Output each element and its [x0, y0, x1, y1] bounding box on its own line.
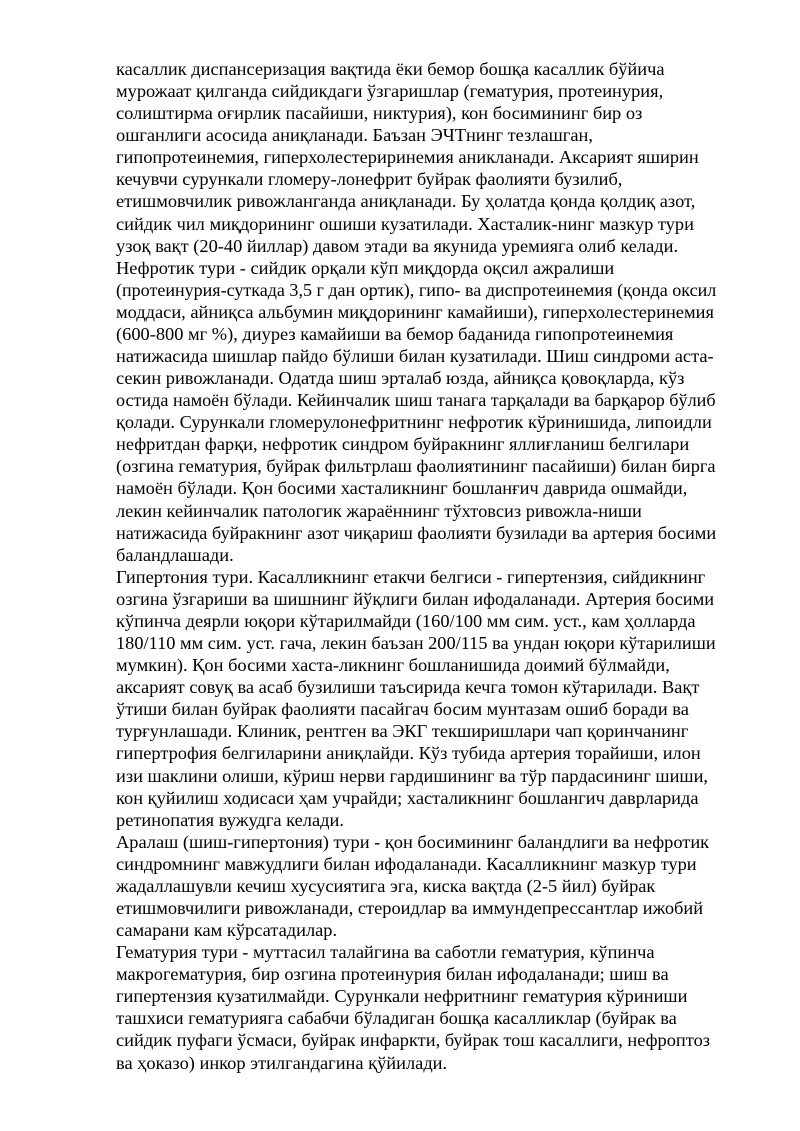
- text-line: лекин кейинчалик патологик жараённинг тўхтовсиз ривожла-ниши: [116, 500, 642, 521]
- document-page: [116, 58, 716, 1074]
- text-line: жадаллашувли кечиш хусусиятига эга, киска вақтда (2-5 йил) буйрак: [116, 875, 656, 896]
- text-line: ретинопатия вужудга келади.: [116, 809, 344, 830]
- text-line: баландлашади.: [116, 544, 234, 565]
- text-line: сийдик пуфаги ўсмаси, буйрак инфаркти, буйрак тош касаллиги, нефроптоз: [116, 1030, 711, 1051]
- text-line: Гипертония тури. Касалликнинг етакчи белгиси - гипертензия, сийдикнинг: [116, 566, 706, 587]
- text-line: натижасида буйракнинг азот чиқариш фаолияти бузилади ва артерия босими: [116, 522, 717, 543]
- text-line: остида намоён бўлади. Кейинчалик шиш танага тарқалади ва барқарор бўлиб: [116, 390, 716, 411]
- text-line: намоён бўлади. Қон босими хасталикнинг бошланғич даврида ошмайди,: [116, 478, 688, 499]
- text-line: турғунлашади. Клиник, рентген ва ЭКГ текширишлари чап қоринчанинг: [116, 721, 689, 742]
- text-line: ўтиши билан буйрак фаолияти пасайгач босим мунтазам ошиб боради ва: [116, 699, 689, 720]
- text-line: етишмовчилиги ривожланади, стероидлар ва иммундепрессантлар ижобий: [116, 897, 704, 918]
- text-line: етишмовчилик ривожланганда аниқланади. Бу ҳолатда қонда қолдиқ азот,: [116, 191, 696, 212]
- text-line: касаллик диспансеризация вақтида ёки бемор бошқа касаллик бўйича: [116, 59, 665, 79]
- text-line: кечувчи сурункали гломеру-лонефрит буйрак фаолияти бузилиб,: [116, 169, 623, 190]
- text-line: (озгина гематурия, буйрак фильтрлаш фаолиятининг пасайиши) билан бирга: [116, 456, 716, 477]
- text-line: (протеинурия-суткада 3,5 г дан ортик), гипо- ва диспротеинемия (қонда оксил: [116, 279, 717, 300]
- text-line: 180/110 мм сим. уст. гача, лекин баъзан 200/115 ва ундан юқори кўтарилиши: [116, 633, 716, 654]
- text-line: мурожаат қилганда сийдикдаги ўзгаришлар (гематурия, протеинурия,: [116, 81, 664, 102]
- text-line: қолади. Сурункали гломерулонефритнинг нефротик кўринишида, липоидли: [116, 412, 712, 433]
- text-line: гипертензия кузатилмайди. Сурункали нефритнинг гематурия кўриниши: [116, 986, 688, 1007]
- text-line: натижасида шишлар пайдо бўлиши билан кузатилади. Шиш синдроми аста-: [116, 346, 714, 367]
- text-line: Нефротик тури - сийдик орқали кўп миқдорда оқсил ажралиши: [116, 257, 615, 278]
- text-line: Гематурия тури - муттасил талайгина ва саботли гематурия, кўпинча: [116, 942, 655, 963]
- text-line: секин ривожланади. Одатда шиш эрталаб юзда, айниқса қовоқларда, кўз: [116, 368, 685, 389]
- text-line: моддаси, айниқса альбумин миқдорининг камайиши), гиперхолестеринемия: [116, 301, 714, 322]
- text-line: гипопротеинемия, гиперхолестериринемия аникланади. Аксарият яширин: [116, 147, 699, 168]
- text-line: нефритдан фарқи, нефротик синдром буйракнинг яллиғланиш белгилари: [116, 434, 690, 455]
- text-line: изи шаклини олиши, кўриш нерви гардишининг ва тўр пардасининг шиши,: [116, 765, 709, 786]
- text-line: синдромнинг мавжудлиги билан ифодаланади. Касалликнинг мазкур тури: [116, 853, 697, 874]
- text-line: сийдик чил миқдорининг ошиши кузатилади. Хасталик-нинг мазкур тури: [116, 213, 694, 234]
- text-line: узоқ вақт (20-40 йиллар) давом этади ва якунида уремияга олиб келади.: [116, 235, 679, 256]
- text-line: солиштирма оғирлик пасайиши, никтурия), кон босимининг бир оз: [116, 103, 643, 124]
- text-line: озгина ўзгариши ва шишнинг йўқлиги билан ифодаланади. Артерия босими: [116, 588, 715, 609]
- text-line: ва ҳоказо) инкор этилгандагина қўйилади.: [116, 1052, 448, 1073]
- text-line: ошганлиги асосида аниқланади. Баъзан ЭЧТнинг тезлашган,: [116, 125, 593, 146]
- text-line: кон қуйилиш ходисаси ҳам учрайди; хасталикнинг бошлангич даврларида: [116, 787, 699, 808]
- text-line: (600-800 мг %), диурез камайиши ва бемор баданида гипопротеинемия: [116, 323, 674, 344]
- text-line: макрогематурия, бир озгина протеинурия билан ифодаланади; шиш ва: [116, 964, 669, 985]
- text-line: гипертрофия белгиларини аниқлайди. Кўз тубида артерия торайиши, илон: [116, 743, 701, 764]
- text-line: кўпинча деярли юқори кўтарилмайди (160/100 мм сим. уст., кам ҳолларда: [116, 610, 696, 631]
- text-line: самарани кам кўрсатадилар.: [116, 920, 338, 941]
- text-line: мумкин). Қон босими хаста-ликнинг бошланишида доимий бўлмайди,: [116, 655, 670, 676]
- text-line: ташхиси гематурияга сабабчи бўладиган бошқа касалликлар (буйрак ва: [116, 1008, 677, 1029]
- text-line: Аралаш (шиш-гипертония) тури - қон босимининг баландлиги ва нефротик: [116, 831, 710, 852]
- text-line: аксарият совуқ ва асаб бузилиши таъсирида кечга томон кўтарилади. Вақт: [116, 677, 700, 698]
